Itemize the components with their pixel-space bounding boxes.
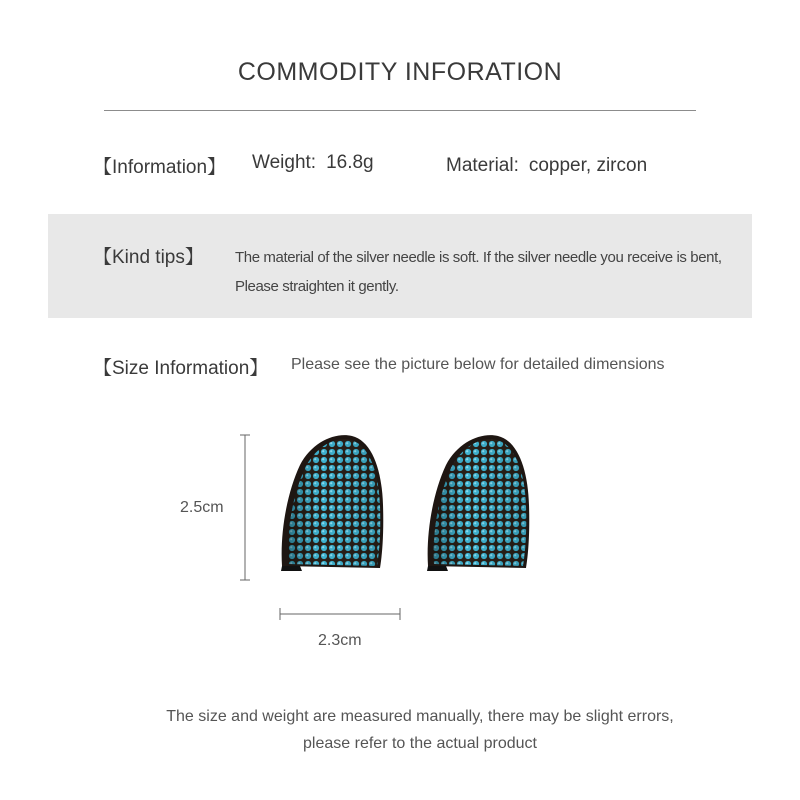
size-information-label: 【Size Information】 bbox=[93, 358, 269, 379]
information-label: 【Information】 bbox=[93, 157, 227, 178]
weight-value: 16.8g bbox=[326, 152, 374, 173]
size-information-note: Please see the picture below for detailed dimensions bbox=[291, 356, 665, 373]
weight-label: Weight: bbox=[252, 152, 317, 173]
disclaimer bbox=[0, 703, 800, 757]
kind-tips-line-2: Please straighten it gently. bbox=[235, 278, 399, 295]
title-divider bbox=[104, 110, 696, 111]
page-title: COMMODITY INFORATION bbox=[237, 58, 563, 86]
right-earring bbox=[427, 435, 529, 571]
height-dimension-line bbox=[240, 435, 250, 580]
material-value: copper, zircon bbox=[528, 155, 648, 176]
width-dimension-line bbox=[280, 608, 400, 620]
information-row bbox=[0, 152, 800, 182]
disclaimer-line-2: please refer to the actual product bbox=[303, 735, 537, 752]
left-earring bbox=[281, 435, 383, 571]
kind-tips-label: 【Kind tips】 bbox=[93, 247, 204, 268]
disclaimer-line-1: The size and weight are measured manually, there may be slight errors, bbox=[166, 708, 674, 725]
kind-tips-panel bbox=[48, 214, 752, 318]
height-dimension-label: 2.5cm bbox=[180, 499, 224, 516]
kind-tips-line-1: The material of the silver needle is soft. If the silver needle you receive is bent, bbox=[235, 249, 722, 266]
width-dimension-label: 2.3cm bbox=[318, 632, 362, 649]
kind-tips-text bbox=[235, 243, 735, 301]
weight-info bbox=[252, 152, 374, 174]
material-info bbox=[446, 155, 647, 177]
material-label: Material: bbox=[446, 155, 519, 176]
